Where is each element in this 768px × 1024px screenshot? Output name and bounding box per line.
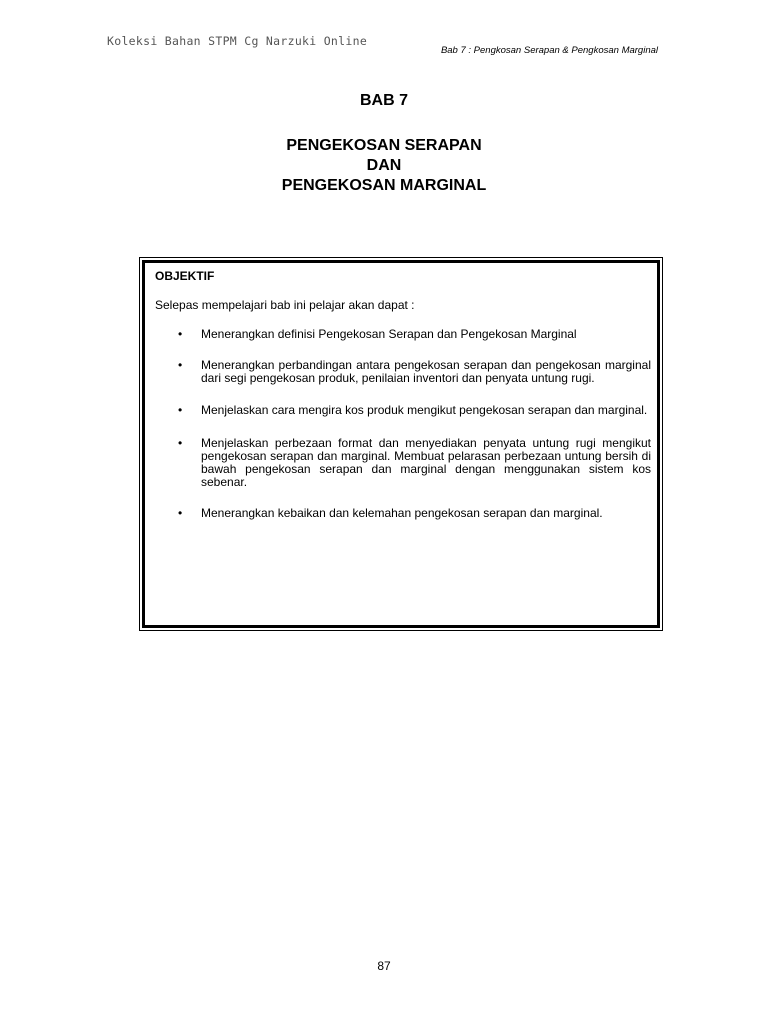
chapter-number: BAB 7 bbox=[359, 92, 408, 109]
objectives-intro: Selepas mempelajari bab ini pelajar akan dapat : bbox=[155, 298, 415, 312]
objective-text: Menerangkan definisi Pengekosan Serapan dan Pengekosan Marginal bbox=[201, 327, 577, 341]
objectives-box-inner bbox=[142, 260, 660, 628]
objective-text: Menjelaskan cara mengira kos produk mengikut pengekosan serapan dan marginal. bbox=[201, 403, 648, 417]
bullet-icon: • bbox=[178, 327, 183, 341]
watermark-text: Koleksi Bahan STPM Cg Narzuki Online bbox=[107, 34, 368, 48]
objective-text: Menjelaskan perbezaan format dan menyediakan penyata untung rugi mengikut pengekosan serapan dan marginal. Membuat pelarasan perbezaan untung bersih di bawah pengekosan serapan dan marginal dengan menggunakan sistem kos sebenar. bbox=[201, 436, 651, 489]
objective-text: Menerangkan kebaikan dan kelemahan pengekosan serapan dan marginal. bbox=[201, 506, 603, 520]
bullet-icon: • bbox=[178, 403, 183, 417]
objectives-heading: OBJEKTIF bbox=[155, 269, 215, 283]
page-number: 87 bbox=[377, 959, 391, 973]
objectives-list bbox=[155, 328, 651, 538]
chapter-title bbox=[0, 136, 768, 196]
chapter-title-line-2: DAN bbox=[366, 157, 402, 174]
bullet-icon: • bbox=[178, 436, 183, 450]
chapter-title-line-3: PENGEKOSAN MARGINAL bbox=[281, 177, 487, 194]
bullet-icon: • bbox=[178, 358, 183, 372]
objective-item bbox=[155, 507, 651, 520]
objective-item bbox=[155, 404, 651, 417]
objective-item bbox=[155, 359, 651, 385]
chapter-title-line-1: PENGEKOSAN SERAPAN bbox=[286, 137, 482, 154]
objective-item bbox=[155, 328, 651, 341]
objective-text: Menerangkan perbandingan antara pengekosan serapan dan pengekosan marginal dari segi pengekosan produk, penilaian inventori dan penyata untung rugi. bbox=[201, 358, 651, 385]
bullet-icon: • bbox=[178, 506, 183, 520]
objectives-box bbox=[139, 257, 663, 631]
running-header: Bab 7 : Pengkosan Serapan & Pengkosan Marginal bbox=[440, 45, 658, 56]
objective-item bbox=[155, 437, 651, 489]
